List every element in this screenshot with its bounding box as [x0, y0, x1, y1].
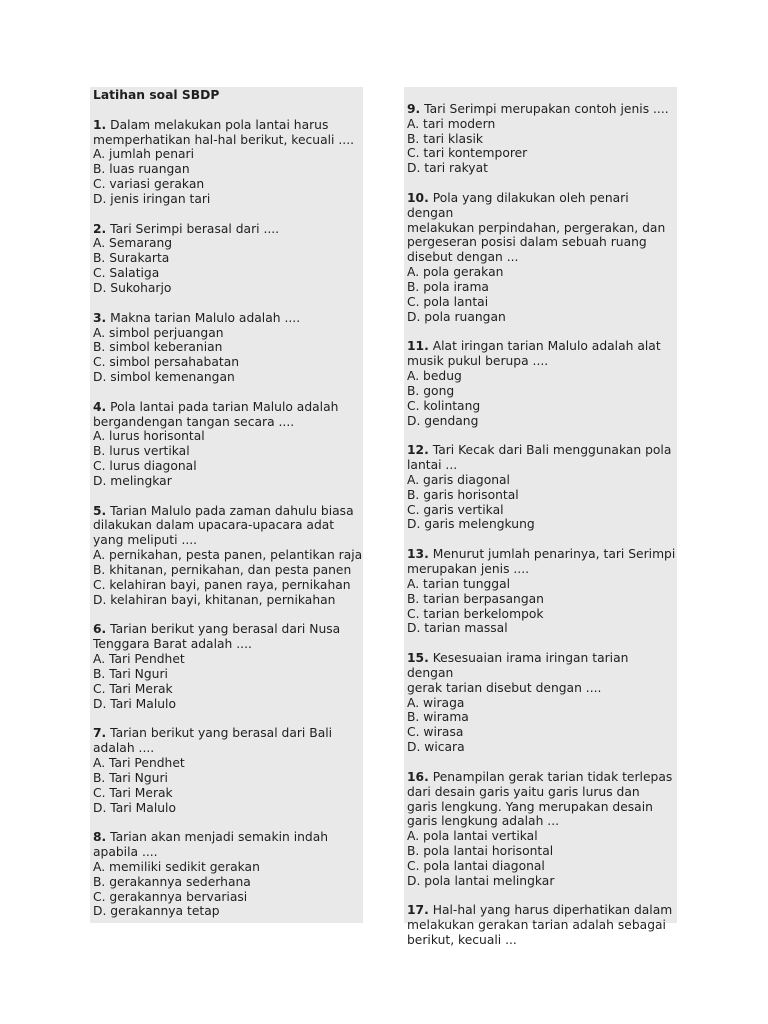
- answer-option: A. tarian tunggal: [407, 576, 511, 591]
- answer-option: B. pola lantai horisontal: [407, 844, 554, 859]
- question-text: Tenggara Barat adalah ....: [93, 637, 252, 652]
- question-text: pergeseran posisi dalam sebuah ruang: [407, 235, 647, 250]
- question-number: 9.: [407, 101, 421, 116]
- answer-option: B. simbol keberanian: [93, 340, 223, 355]
- question-text: garis lengkung adalah ...: [407, 814, 560, 829]
- answer-option: B. tarian berpasangan: [407, 591, 544, 606]
- answer-option: A. bedug: [407, 369, 462, 384]
- answer-option: C. variasi gerakan: [93, 177, 205, 192]
- answer-option: C. lurus diagonal: [93, 459, 197, 474]
- question-line: [407, 651, 677, 681]
- question-number: 12.: [407, 443, 429, 458]
- question-item: [407, 339, 677, 428]
- answer-option: A. simbol perjuangan: [93, 325, 224, 340]
- answer-option: D. tarian massal: [407, 621, 508, 636]
- answer-option: C. gerakannya bervariasi: [93, 889, 248, 904]
- question-line: [93, 622, 363, 637]
- question-line: [407, 562, 677, 577]
- answer-option: D. melingkar: [93, 473, 172, 488]
- question-text: Pola yang dilakukan oleh penari dengan: [407, 190, 629, 220]
- question-text: Tari Serimpi merupakan contoh jenis ....: [424, 101, 669, 116]
- left-column: [90, 87, 363, 923]
- question-line: [93, 415, 363, 430]
- answer-option: A. Semarang: [93, 236, 173, 251]
- answer-option: C. tarian berkelompok: [407, 606, 544, 621]
- question-line: [407, 681, 677, 696]
- answer-option: C. wirasa: [407, 725, 464, 740]
- question-line: [407, 800, 677, 815]
- question-line: [93, 118, 363, 133]
- question-line: [407, 191, 677, 221]
- question-text: garis lengkung. Yang merupakan desain: [407, 799, 653, 814]
- answer-option: C. pola lantai diagonal: [407, 858, 545, 873]
- question-number: 7.: [93, 726, 107, 741]
- question-text: adalah ....: [93, 741, 155, 756]
- question-line: [93, 741, 363, 756]
- answer-option: A. Tari Pendhet: [93, 755, 185, 770]
- answer-option: C. Salatiga: [93, 266, 160, 281]
- question-number: 2.: [93, 221, 107, 236]
- question-item: [93, 622, 363, 711]
- question-text: berikut, kecuali ...: [407, 933, 517, 948]
- question-number: 10.: [407, 190, 429, 205]
- question-line: [407, 250, 677, 265]
- answer-option: D. pola lantai melingkar: [407, 873, 555, 888]
- question-line: [93, 845, 363, 860]
- question-line: [407, 339, 677, 354]
- question-number: 4.: [93, 399, 107, 414]
- answer-option: D. kelahiran bayi, khitanan, pernikahan: [93, 592, 336, 607]
- answer-option: C. tari kontemporer: [407, 146, 528, 161]
- answer-option: D. wicara: [407, 740, 465, 755]
- question-item: [407, 191, 677, 325]
- question-item: [93, 311, 363, 385]
- answer-option: A. Tari Pendhet: [93, 652, 185, 667]
- question-text: Tarian berikut yang berasal dari Nusa: [110, 622, 341, 637]
- question-item: [93, 118, 363, 207]
- question-number: 13.: [407, 547, 429, 562]
- answer-option: B. garis horisontal: [407, 487, 519, 502]
- document-title: Latihan soal SBDP: [93, 88, 220, 102]
- question-line: [407, 903, 677, 918]
- question-text: Dalam melakukan pola lantai harus: [110, 117, 329, 132]
- question-line: [407, 221, 677, 236]
- answer-option: A. jumlah penari: [93, 147, 195, 162]
- question-text: Tarian berikut yang berasal dari Bali: [110, 726, 333, 741]
- answer-option: A. pola gerakan: [407, 265, 504, 280]
- answer-option: D. Tari Malulo: [93, 696, 176, 711]
- question-number: 3.: [93, 310, 107, 325]
- answer-option: D. garis melengkung: [407, 517, 535, 532]
- question-text: apabila ....: [93, 845, 158, 860]
- answer-option: C. garis vertikal: [407, 502, 504, 517]
- answer-option: C. pola lantai: [407, 294, 489, 309]
- question-number: 15.: [407, 651, 429, 666]
- question-text: Menurut jumlah penarinya, tari Serimpi: [432, 547, 676, 562]
- answer-option: C. simbol persahabatan: [93, 355, 240, 370]
- answer-option: C. Tari Merak: [93, 785, 173, 800]
- question-item: [93, 830, 363, 919]
- answer-option: A. pernikahan, pesta panen, pelantikan raja: [93, 548, 363, 563]
- question-line: [93, 222, 363, 237]
- answer-option: D. Tari Malulo: [93, 800, 176, 815]
- question-line: [93, 311, 363, 326]
- question-line: [407, 458, 677, 473]
- answer-option: D. Sukoharjo: [93, 280, 172, 295]
- spacer: [407, 87, 677, 102]
- answer-option: B. gong: [407, 383, 455, 398]
- question-text: memperhatikan hal-hal berikut, kecuali ....: [93, 132, 355, 147]
- answer-option: A. wiraga: [407, 695, 465, 710]
- question-text: melakukan perpindahan, pergerakan, dan: [407, 220, 666, 235]
- question-line: [407, 354, 677, 369]
- question-line: [93, 830, 363, 845]
- question-text: Pola lantai pada tarian Malulo adalah: [110, 399, 339, 414]
- answer-option: B. Surakarta: [93, 251, 170, 266]
- question-text: merupakan jenis ....: [407, 562, 530, 576]
- question-text: bergandengan tangan secara ....: [93, 414, 295, 429]
- answer-option: B. Tari Nguri: [93, 666, 168, 681]
- answer-option: B. wirama: [407, 710, 469, 725]
- question-text: dari desain garis yaitu garis lurus dan: [407, 784, 640, 799]
- answer-option: A. garis diagonal: [407, 472, 510, 487]
- question-text: disebut dengan ...: [407, 250, 519, 265]
- answer-option: A. lurus horisontal: [93, 429, 205, 444]
- question-number: 8.: [93, 830, 107, 845]
- question-text: lantai ...: [407, 458, 458, 473]
- question-text: Tarian Malulo pada zaman dahulu biasa: [110, 503, 354, 518]
- question-number: 1.: [93, 117, 107, 132]
- answer-option: C. kelahiran bayi, panen raya, pernikahan: [93, 577, 351, 592]
- question-item: [93, 726, 363, 815]
- answer-option: B. luas ruangan: [93, 162, 190, 177]
- question-item: [407, 770, 677, 889]
- question-line: [93, 133, 363, 148]
- question-line: [407, 235, 677, 250]
- answer-option: B. khitanan, pernikahan, dan pesta panen: [93, 563, 352, 577]
- question-item: [93, 504, 363, 608]
- question-line: [407, 547, 677, 562]
- right-column: [404, 87, 677, 948]
- question-line: [407, 785, 677, 800]
- answer-option: D. gendang: [407, 413, 479, 428]
- answer-option: D. gerakannya tetap: [93, 904, 220, 919]
- answer-option: B. Tari Nguri: [93, 770, 168, 785]
- answer-option: A. pola lantai vertikal: [407, 829, 538, 844]
- answer-option: A. memiliki sedikit gerakan: [93, 859, 260, 874]
- question-line: [407, 443, 677, 458]
- answer-option: B. tari klasik: [407, 131, 484, 146]
- question-item: [407, 102, 677, 176]
- question-line: [93, 518, 363, 533]
- question-text: Kesesuaian irama iringan tarian dengan: [407, 651, 629, 680]
- question-line: [407, 814, 677, 829]
- answer-option: D. simbol kemenangan: [93, 370, 235, 385]
- question-text: yang meliputi ....: [93, 533, 198, 548]
- question-text: melakukan gerakan tarian adalah sebagai: [407, 918, 666, 933]
- answer-option: A. tari modern: [407, 116, 496, 131]
- question-line: [407, 102, 677, 117]
- question-text: Tari Kecak dari Bali menggunakan pola: [432, 443, 672, 458]
- answer-option: C. kolintang: [407, 398, 481, 413]
- question-item: [407, 443, 677, 532]
- question-text: Tarian akan menjadi semakin indah: [110, 830, 329, 845]
- question-item: [407, 651, 677, 755]
- question-number: 6.: [93, 622, 107, 637]
- question-text: Penampilan gerak tarian tidak terlepas: [432, 769, 673, 784]
- question-text: Alat iringan tarian Malulo adalah alat: [432, 339, 661, 354]
- answer-option: C. Tari Merak: [93, 681, 173, 696]
- question-line: [93, 400, 363, 415]
- question-line: [407, 933, 677, 948]
- question-item: [407, 547, 677, 636]
- question-text: gerak tarian disebut dengan ....: [407, 680, 602, 695]
- question-item: [93, 222, 363, 296]
- question-item: [93, 400, 363, 489]
- answer-option: D. jenis iringan tari: [93, 191, 211, 206]
- question-number: 16.: [407, 769, 429, 784]
- question-text: Hal-hal yang harus diperhatikan dalam: [432, 903, 673, 918]
- question-text: dilakukan dalam upacara-upacara adat: [93, 518, 335, 533]
- question-line: [93, 504, 363, 519]
- answer-option: B. pola irama: [407, 279, 489, 294]
- question-text: Makna tarian Malulo adalah ....: [110, 310, 301, 325]
- answer-option: D. pola ruangan: [407, 309, 506, 324]
- question-number: 11.: [407, 339, 429, 354]
- question-line: [93, 637, 363, 652]
- question-text: Tari Serimpi berasal dari ....: [110, 221, 280, 236]
- question-number: 17.: [407, 903, 429, 918]
- question-line: [407, 918, 677, 933]
- question-line: [93, 533, 363, 548]
- question-line: [93, 726, 363, 741]
- question-item: [407, 903, 677, 948]
- answer-option: D. tari rakyat: [407, 161, 488, 176]
- question-line: [407, 770, 677, 785]
- answer-option: B. gerakannya sederhana: [93, 874, 251, 889]
- question-text: musik pukul berupa ....: [407, 354, 549, 369]
- answer-option: B. lurus vertikal: [93, 444, 190, 459]
- question-number: 5.: [93, 503, 107, 518]
